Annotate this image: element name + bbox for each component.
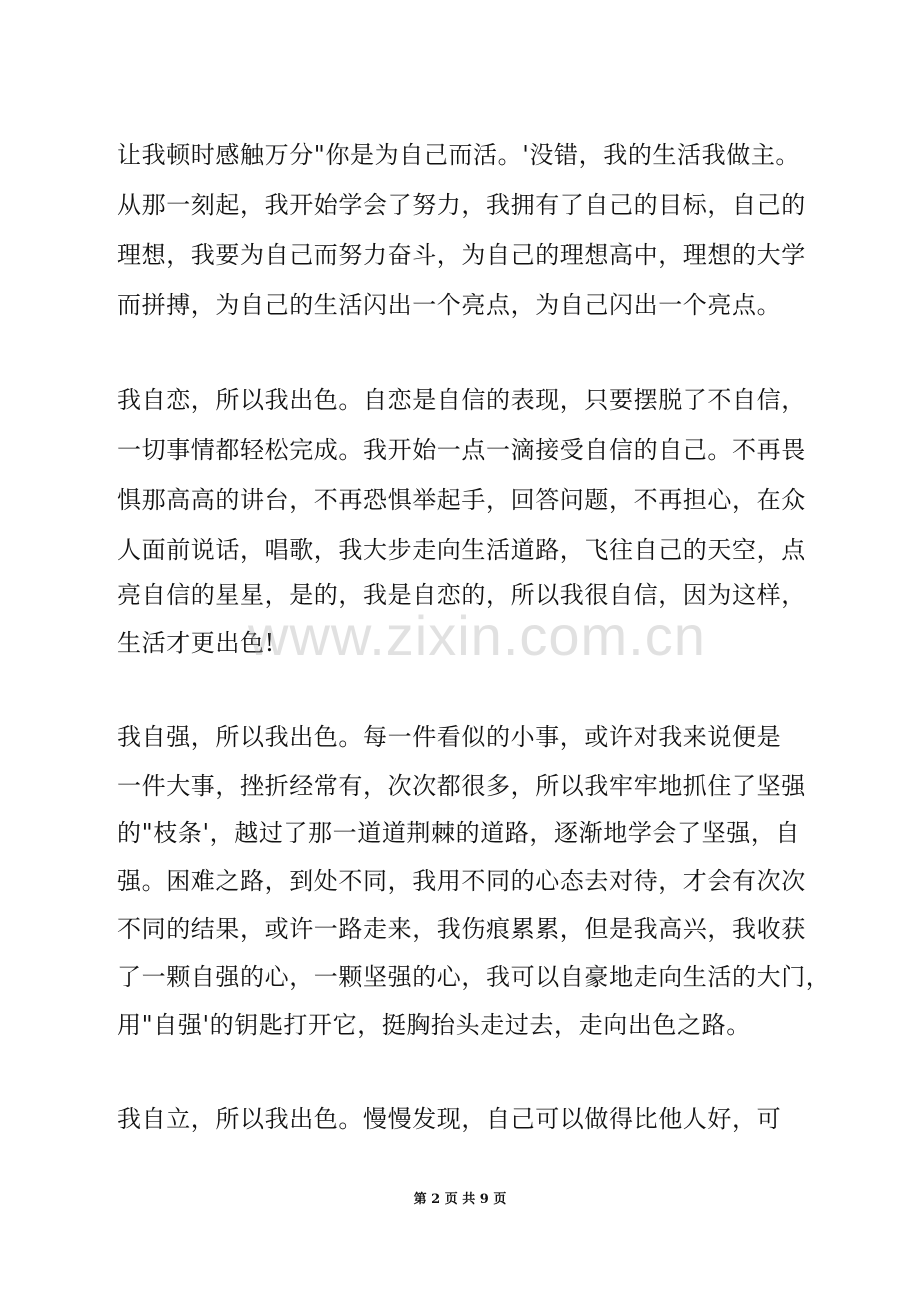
text-line: 理想，我要为自己而努力奋斗，为自己的理想高中，理想的大学 [117,241,806,269]
text-line: 一件大事，挫折经常有，次次都很多，所以我牢牢地抓住了坚强 [117,772,806,800]
text-line: 而拼搏，为自己的生活闪出一个亮点，为自己闪出一个亮点。 [117,291,782,319]
text-line: 一切事情都轻松完成。我开始一点一滴接受自信的自己。不再畏 [117,436,806,464]
text-line: 惧那高高的讲台，不再恐惧举起手，回答问题，不再担心，在众 [117,486,806,514]
text-line: 我自强，所以我出色。每一件看似的小事，或许对我来说便是 [117,723,782,751]
text-line: 从那一刻起，我开始学会了努力，我拥有了自己的目标，自己的 [117,191,806,219]
watermark: www.zixin.com.cn [248,604,706,667]
text-line: 生活才更出色! [117,629,275,657]
text-line: 的"枝条'，越过了那一道道荆棘的道路，逐渐地学会了坚强，自 [117,819,801,847]
text-line: 了一颗自强的心，一颗坚强的心，我可以自豪地走向生活的大门， [117,963,831,991]
text-line: 人面前说话，唱歌，我大步走向生活道路，飞往自己的天空，点 [117,536,806,564]
text-line: 用"自强'的钥匙打开它，挺胸抬头走过去，走向出色之路。 [117,1011,751,1039]
text-line: 我自恋，所以我出色。自恋是自信的表现，只要摆脱了不自信， [117,386,806,414]
text-line: 让我顿时感触万分"你是为自己而活。'没错，我的生活我做主。 [117,141,801,169]
text-line: 我自立，所以我出色。慢慢发现，自己可以做得比他人好，可 [117,1105,782,1133]
text-line: 亮自信的星星，是的，我是自恋的，所以我很自信，因为这样， [117,581,806,609]
text-line: 强。困难之路，到处不同，我用不同的心态去对待，才会有次次 [117,867,806,895]
page-footer: 第 2 页 共 9 页 [413,1192,507,1207]
text-line: 不同的结果，或许一路走来，我伤痕累累，但是我高兴，我收获 [117,915,806,943]
